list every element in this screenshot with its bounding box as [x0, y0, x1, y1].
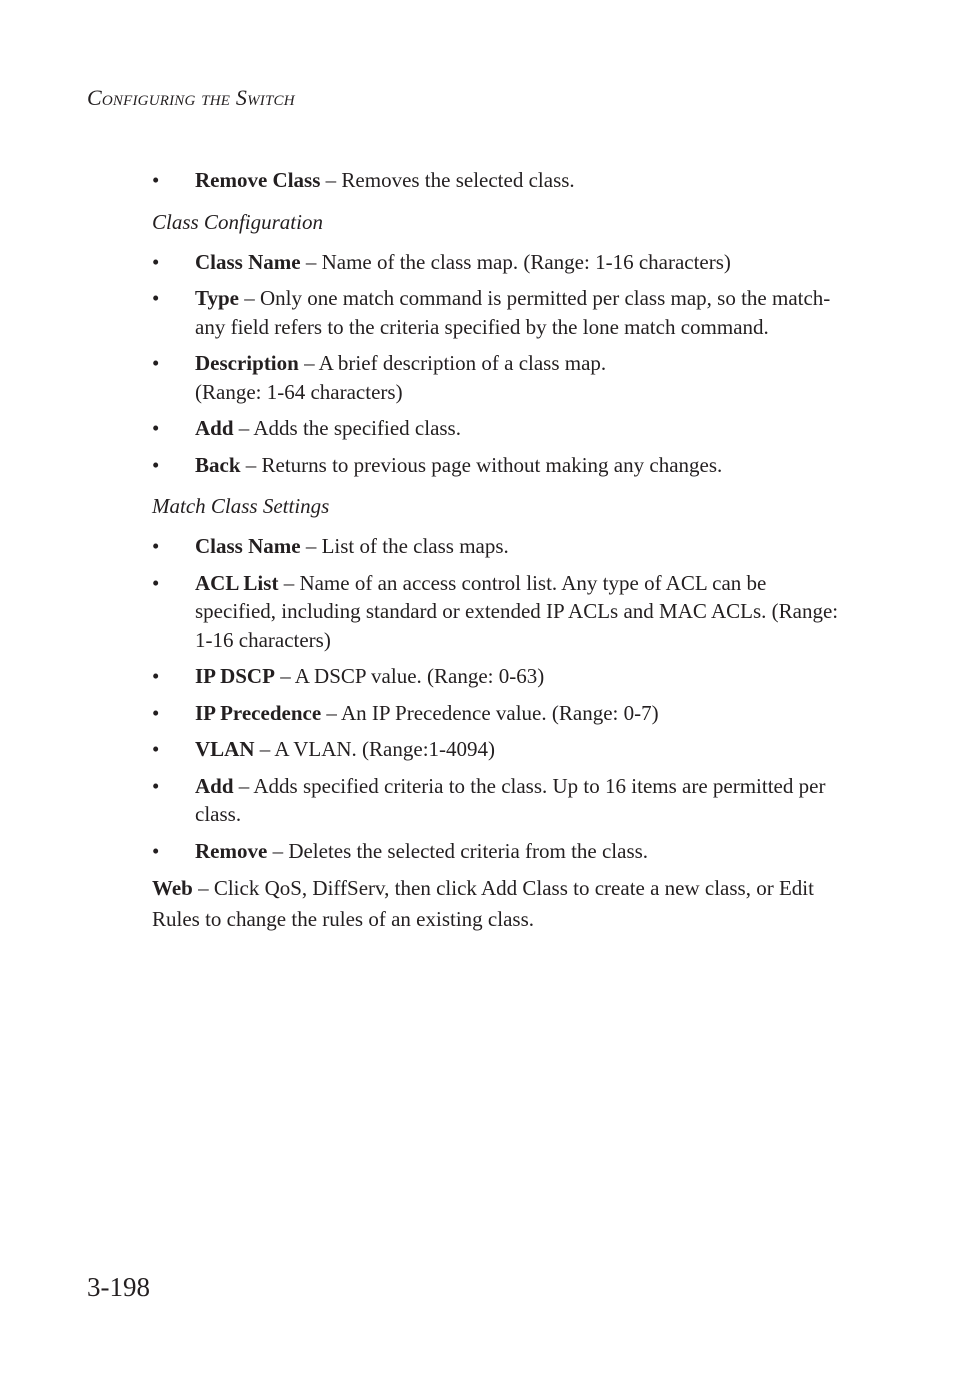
item-term: Remove Class: [195, 168, 321, 192]
list-item: [152, 284, 852, 341]
web-instructions: [152, 873, 852, 935]
list-item: [152, 248, 852, 277]
list-item: [152, 662, 852, 691]
list-item: [152, 349, 852, 406]
item-description: – Deletes the selected criteria from the class.: [267, 838, 649, 863]
bullet-icon: •: [152, 838, 160, 863]
item-term: Class Name: [195, 249, 301, 274]
bullet-icon: •: [152, 664, 160, 688]
bullet-icon: •: [152, 351, 160, 375]
list-item: [152, 414, 852, 443]
list-item: [152, 699, 852, 728]
bullet-icon: •: [152, 249, 160, 274]
bullet-icon: •: [152, 737, 160, 761]
bullet-icon: •: [152, 773, 160, 798]
item-description: – Only one match command is permitted per class map, so the match-any field refers to the criteria specified by the lone match command.: [195, 286, 831, 339]
list-item: [152, 772, 852, 829]
item-description: – A VLAN. (Range:1-4094): [254, 737, 496, 761]
item-description-continued: (Range: 1-64 characters): [195, 379, 403, 404]
bullet-icon: •: [152, 286, 160, 310]
item-term: Class Name: [195, 534, 301, 558]
section-heading-match-class-settings: Match Class Settings: [152, 494, 330, 518]
top-bullet-list: [152, 166, 852, 195]
item-term: VLAN: [195, 737, 255, 761]
item-description: – Name of an access control list. Any type of ACL can be specified, including standard or extended IP ACLs and MAC ACLs. (Range: 1-16 characters): [195, 570, 839, 652]
class-configuration-list: [152, 248, 852, 480]
bullet-icon: •: [152, 168, 160, 192]
web-description: – Click QoS, DiffServ, then click Add Class to create a new class, or Edit Rules to change the rules of an existing class.: [152, 876, 814, 931]
list-item: [152, 166, 852, 195]
item-term: Description: [195, 351, 299, 375]
item-term: Add: [195, 773, 234, 798]
bullet-icon: •: [152, 416, 160, 440]
list-item: [152, 837, 852, 866]
bullet-icon: •: [152, 452, 160, 477]
item-term: Remove: [195, 838, 268, 863]
list-item: [152, 532, 852, 561]
bullet-icon: •: [152, 700, 160, 725]
item-description: – Removes the selected class.: [320, 168, 575, 192]
list-item: [152, 735, 852, 764]
item-description: – A DSCP value. (Range: 0-63): [274, 664, 545, 688]
section-heading-class-configuration: Class Configuration: [152, 209, 323, 234]
web-term: Web: [152, 876, 193, 900]
item-description: – List of the class maps.: [300, 534, 509, 558]
item-term: Type: [195, 286, 239, 310]
list-item: [152, 451, 852, 480]
page-number: 3-198: [87, 1272, 150, 1302]
bullet-icon: •: [152, 570, 160, 595]
item-term: IP DSCP: [195, 664, 275, 688]
item-term: ACL List: [195, 570, 279, 595]
item-description: – Adds the specified class.: [233, 416, 461, 440]
item-term: Add: [195, 416, 234, 440]
main-content: [152, 166, 852, 935]
match-class-settings-list: [152, 532, 852, 865]
item-description: – An IP Precedence value. (Range: 0-7): [321, 700, 659, 725]
item-description: – A brief description of a class map.: [298, 351, 607, 375]
bullet-icon: •: [152, 534, 160, 558]
running-header: Configuring the Switch: [87, 85, 295, 110]
item-description: – Adds specified criteria to the class. Up to 16 items are permitted per class.: [195, 773, 826, 826]
item-description: – Returns to previous page without making any changes.: [240, 452, 723, 477]
item-term: IP Precedence: [195, 700, 322, 725]
item-description: – Name of the class map. (Range: 1-16 characters): [300, 249, 731, 274]
list-item: [152, 569, 852, 655]
item-term: Back: [195, 452, 241, 477]
